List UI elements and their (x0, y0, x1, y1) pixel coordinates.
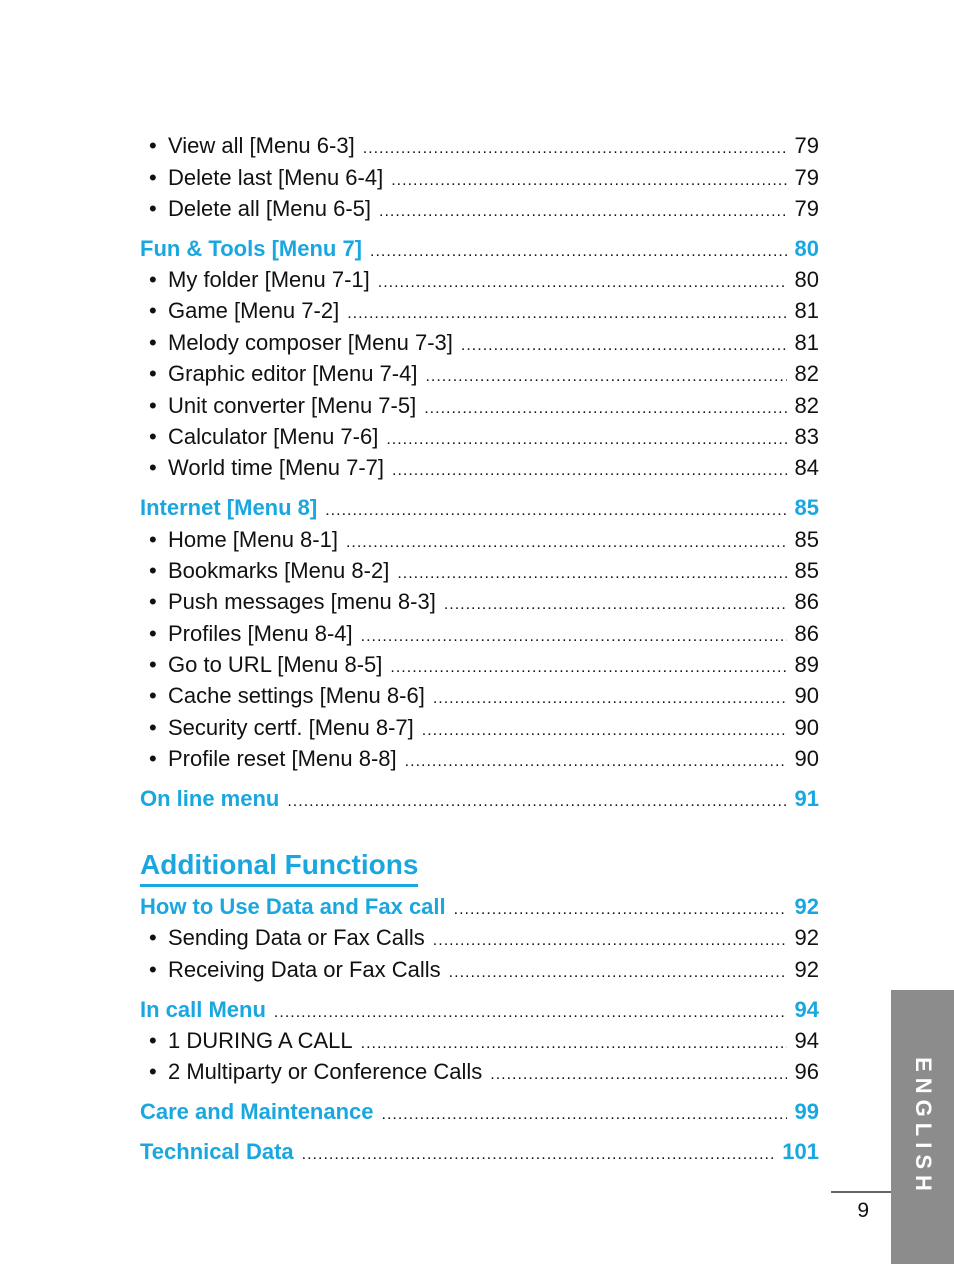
bullet: • (149, 683, 157, 708)
toc-entry-page: 94 (794, 1028, 819, 1053)
language-side-tab (891, 990, 954, 1264)
bullet: • (149, 455, 157, 480)
toc-entry-title: Profiles [Menu 8-4] (168, 621, 353, 646)
page-number: 9 (857, 1199, 869, 1222)
toc-entry-title: Melody composer [Menu 7-3] (168, 330, 453, 355)
bullet: • (149, 558, 157, 583)
toc-entry-title: Go to URL [Menu 8-5] (168, 652, 383, 677)
toc-entry-title: On line menu (140, 786, 280, 811)
bullet: • (149, 715, 157, 740)
toc-sub-entry (140, 391, 819, 421)
bullet: • (149, 746, 157, 771)
toc-entry-title: Graphic editor [Menu 7-4] (168, 361, 418, 386)
dot-leader (461, 331, 787, 361)
dot-leader (391, 166, 786, 196)
toc-sub-entry (140, 359, 819, 389)
toc-entry-title: Fun & Tools [Menu 7] (140, 236, 363, 261)
toc-entry-page: 79 (794, 165, 819, 190)
dot-leader (363, 134, 787, 164)
toc-entry-page: 90 (794, 746, 819, 771)
dot-leader (444, 590, 787, 620)
toc-entry-page: 90 (794, 715, 819, 740)
dot-leader (379, 197, 787, 227)
bullet: • (149, 1059, 157, 1084)
toc-heading-entry (140, 493, 819, 523)
dot-leader (449, 958, 787, 988)
toc-entry-page: 92 (794, 957, 819, 982)
toc-sub-entry (140, 328, 819, 358)
dot-leader (382, 1100, 787, 1130)
toc-entry-title: Profile reset [Menu 8-8] (168, 746, 397, 771)
toc-entry-title: Sending Data or Fax Calls (168, 925, 425, 950)
dot-leader (490, 1060, 786, 1090)
toc-entry-page: 86 (794, 621, 819, 646)
bullet: • (149, 652, 157, 677)
toc-entry-page: 80 (794, 236, 819, 261)
toc-entry-title: Technical Data (140, 1139, 294, 1164)
dot-leader (370, 237, 787, 267)
dot-leader (454, 895, 787, 925)
toc-entry-title: View all [Menu 6-3] (168, 133, 355, 158)
dot-leader (425, 362, 786, 392)
toc-sub-entry (140, 265, 819, 295)
toc-sub-entry (140, 422, 819, 452)
bullet: • (149, 621, 157, 646)
toc-sub-entry (140, 296, 819, 326)
toc-sub-entry (140, 713, 819, 743)
bullet: • (149, 589, 157, 614)
toc-entry-title: Calculator [Menu 7-6] (168, 424, 379, 449)
toc-entry-page: 96 (794, 1059, 819, 1084)
toc-sub-entry (140, 163, 819, 193)
toc-entry-page: 89 (794, 652, 819, 677)
toc-entry-page: 81 (794, 330, 819, 355)
bullet: • (149, 393, 157, 418)
section-title-additional-functions: Additional Functions (140, 848, 418, 887)
toc-entry-page: 80 (794, 267, 819, 292)
toc-entry-page: 81 (794, 298, 819, 323)
toc-entry-title: World time [Menu 7-7] (168, 455, 385, 480)
toc-sub-entry (140, 650, 819, 680)
toc-entry-title: Game [Menu 7-2] (168, 298, 340, 323)
toc-sub-entry (140, 556, 819, 586)
dot-leader (361, 1029, 787, 1059)
toc-entry-title: 2 Multiparty or Conference Calls (168, 1059, 483, 1084)
toc-entry-page: 79 (794, 133, 819, 158)
toc-entry-title: Bookmarks [Menu 8-2] (168, 558, 390, 583)
toc-entry-title: Delete all [Menu 6-5] (168, 196, 371, 221)
toc-sub-entry (140, 681, 819, 711)
toc-heading-entry (140, 1097, 819, 1127)
dot-leader (325, 496, 786, 526)
dot-leader (361, 622, 787, 652)
toc-sub-entry (140, 619, 819, 649)
bullet: • (149, 330, 157, 355)
dot-leader (302, 1140, 775, 1170)
toc-sub-entry (140, 131, 819, 161)
toc-entry-page: 92 (794, 894, 819, 919)
toc-entry-page: 82 (794, 361, 819, 386)
toc-sub-entry (140, 453, 819, 483)
toc-sub-entry (140, 923, 819, 953)
toc-entry-title: How to Use Data and Fax call (140, 894, 446, 919)
bullet: • (149, 267, 157, 292)
toc-entry-page: 83 (794, 424, 819, 449)
bullet: • (149, 165, 157, 190)
toc-entry-page: 101 (782, 1139, 819, 1164)
dot-leader (422, 716, 787, 746)
dot-leader (287, 787, 786, 817)
toc-entry-title: Care and Maintenance (140, 1099, 374, 1124)
toc-entry-page: 85 (794, 527, 819, 552)
toc-heading-entry (140, 995, 819, 1025)
dot-leader (386, 425, 786, 455)
toc-sub-entry (140, 1057, 819, 1087)
toc-entry-title: 1 DURING A CALL (168, 1028, 353, 1053)
toc-entry-page: 79 (794, 196, 819, 221)
dot-leader (405, 747, 787, 777)
toc-entry-title: Internet [Menu 8] (140, 495, 318, 520)
toc-entry-page: 92 (794, 925, 819, 950)
dot-leader (274, 998, 787, 1028)
dot-leader (392, 456, 787, 486)
toc-entry-title: Unit converter [Menu 7-5] (168, 393, 417, 418)
bullet: • (149, 925, 157, 950)
toc-entry-title: Cache settings [Menu 8-6] (168, 683, 425, 708)
bullet: • (149, 1028, 157, 1053)
bullet: • (149, 133, 157, 158)
dot-leader (397, 559, 786, 589)
toc-sub-entry (140, 955, 819, 985)
toc-entry-page: 84 (794, 455, 819, 480)
page-number-rule (831, 1191, 891, 1193)
bullet: • (149, 527, 157, 552)
dot-leader (424, 394, 786, 424)
toc-entry-title: Push messages [menu 8-3] (168, 589, 436, 614)
toc-entry-title: Home [Menu 8-1] (168, 527, 338, 552)
toc-entry-page: 90 (794, 683, 819, 708)
bullet: • (149, 361, 157, 386)
toc-entry-title: Receiving Data or Fax Calls (168, 957, 441, 982)
language-tab-label: ENGLISH (910, 1057, 936, 1197)
toc-entry-page: 85 (794, 495, 819, 520)
bullet: • (149, 957, 157, 982)
dot-leader (378, 268, 787, 298)
toc-entry-page: 86 (794, 589, 819, 614)
toc-sub-entry (140, 587, 819, 617)
toc-entry-page: 85 (794, 558, 819, 583)
bullet: • (149, 196, 157, 221)
toc-sub-entry (140, 744, 819, 774)
toc-heading-entry (140, 892, 819, 922)
toc-heading-entry (140, 784, 819, 814)
toc-entry-title: Delete last [Menu 6-4] (168, 165, 384, 190)
dot-leader (346, 528, 787, 558)
toc-entry-title: My folder [Menu 7-1] (168, 267, 370, 292)
dot-leader (390, 653, 786, 683)
toc-entry-title: Security certf. [Menu 8-7] (168, 715, 414, 740)
toc-heading-entry (140, 1137, 819, 1167)
toc-entry-page: 94 (794, 997, 819, 1022)
toc-sub-entry (140, 194, 819, 224)
bullet: • (149, 298, 157, 323)
toc-entry-title: In call Menu (140, 997, 266, 1022)
dot-leader (433, 684, 787, 714)
bullet: • (149, 424, 157, 449)
dot-leader (347, 299, 786, 329)
toc-sub-entry (140, 1026, 819, 1056)
toc-entry-page: 91 (794, 786, 819, 811)
toc-heading-entry (140, 234, 819, 264)
toc-entry-page: 82 (794, 393, 819, 418)
toc-sub-entry (140, 525, 819, 555)
toc-entry-page: 99 (794, 1099, 819, 1124)
dot-leader (433, 926, 787, 956)
